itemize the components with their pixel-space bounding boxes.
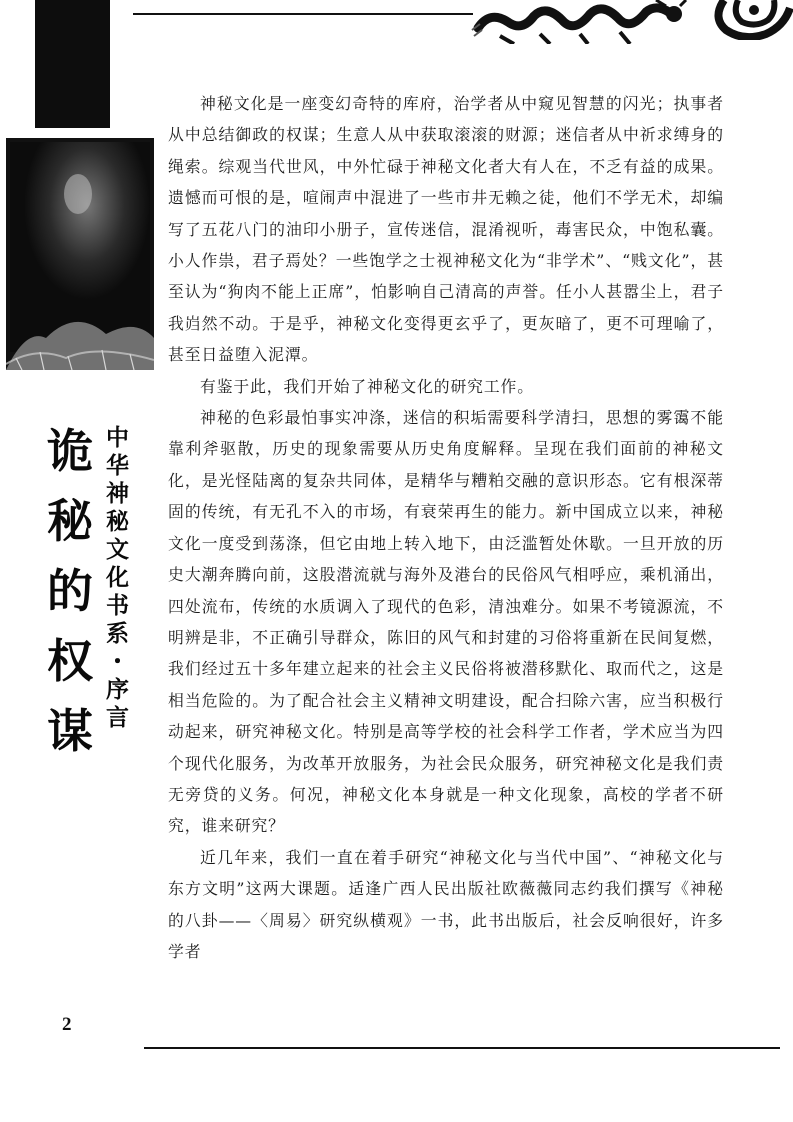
body-paragraph: 神秘的色彩最怕事实冲涤，迷信的积垢需要科学清扫，思想的雾霭不能靠利斧驱散，历史的现象需要从历史角度解释。呈现在我们面前的神秘文化，是光怪陆离的复杂共同体，是精华与糟粕交融的意识形态。它有根深蒂固的传统，有无孔不入的市场，有衰荣再生的能力。新中国成立以来，神秘文化一度受到荡涤，但它由地上转入地下，由泛滥暂处休歇。一旦开放的历史大潮奔腾向前，这股潜流就与海外及港台的民俗风气相呼应，乘机涌出，四处流布，传统的水质调入了现代的色彩，清浊难分。如果不考镜源流，不明辨是非，不正确引导群众，陈旧的风气和封建的习俗将重新在民间复燃，我们经过五十多年建立起来的社会主义民俗将被潜移默化、取而代之，这是相当危险的。为了配合社会主义精神文明建设，配合扫除六害，应当积极行动起来，研究神秘文化。特别是高等学校的社会科学工作者，学术应当为四个现代化服务，为改革开放服务，为社会民众服务，研究神秘文化是我们责无旁贷的义务。何况，神秘文化本身就是一种文化现象，高校的学者不研究，谁来研究？ (168, 408, 724, 836)
book-title-char: 权 (47, 634, 93, 688)
series-subtitle: 中华神秘文化书系・序言 (102, 425, 128, 733)
body-paragraph: 近几年来，我们一直在着手研究“神秘文化与当代中国”、“神秘文化与东方文明”这两大课题。适逢广西人民出版社欧薇薇同志约我们撰写《神秘的八卦——〈周易〉研究纵横观》一书，此书出版后，社会反响很好，许多学者 (168, 847, 724, 961)
book-title-char: 秘 (47, 494, 93, 548)
page-number: 2 (62, 1014, 72, 1035)
footer-rule (144, 1047, 780, 1049)
decorative-black-block (35, 0, 110, 128)
book-title-char: 的 (47, 564, 93, 618)
preface-body (168, 88, 724, 967)
book-title-char: 谋 (47, 704, 93, 758)
sidebar-photo (6, 138, 154, 370)
dragon-ornament-icon (470, 0, 688, 44)
book-title-vertical (40, 425, 100, 757)
book-title-char: 诡 (47, 424, 93, 478)
body-paragraph: 有鉴于此，我们开始了神秘文化的研究工作。 (200, 376, 534, 396)
scroll-ornament-icon (704, 0, 793, 40)
header-rule (133, 13, 473, 15)
body-paragraph: 神秘文化是一座变幻奇特的库府，治学者从中窥见智慧的闪光；执事者从中总结御政的权谋；生意人从中获取滚滚的财源；迷信者从中祈求缚身的绳索。综观当代世风，中外忙碌于神秘文化者大有人在，不乏有益的成果。遗憾而可恨的是，喧闹声中混进了一些市井无赖之徒，他们不学无术，却编写了五花八门的油印小册子，宣传迷信，混淆视听，毒害民众，中饱私囊。小人作祟，君子焉处？一些饱学之士视神秘文化为“非学术”、“贱文化”，甚至认为“狗肉不能上正席”，怕影响自己清高的声誉。任小人甚嚣尘上，君子我岿然不动。于是乎，神秘文化变得更玄乎了，更灰暗了，更不可理喻了，甚至日益堕入泥潭。 (168, 94, 724, 365)
